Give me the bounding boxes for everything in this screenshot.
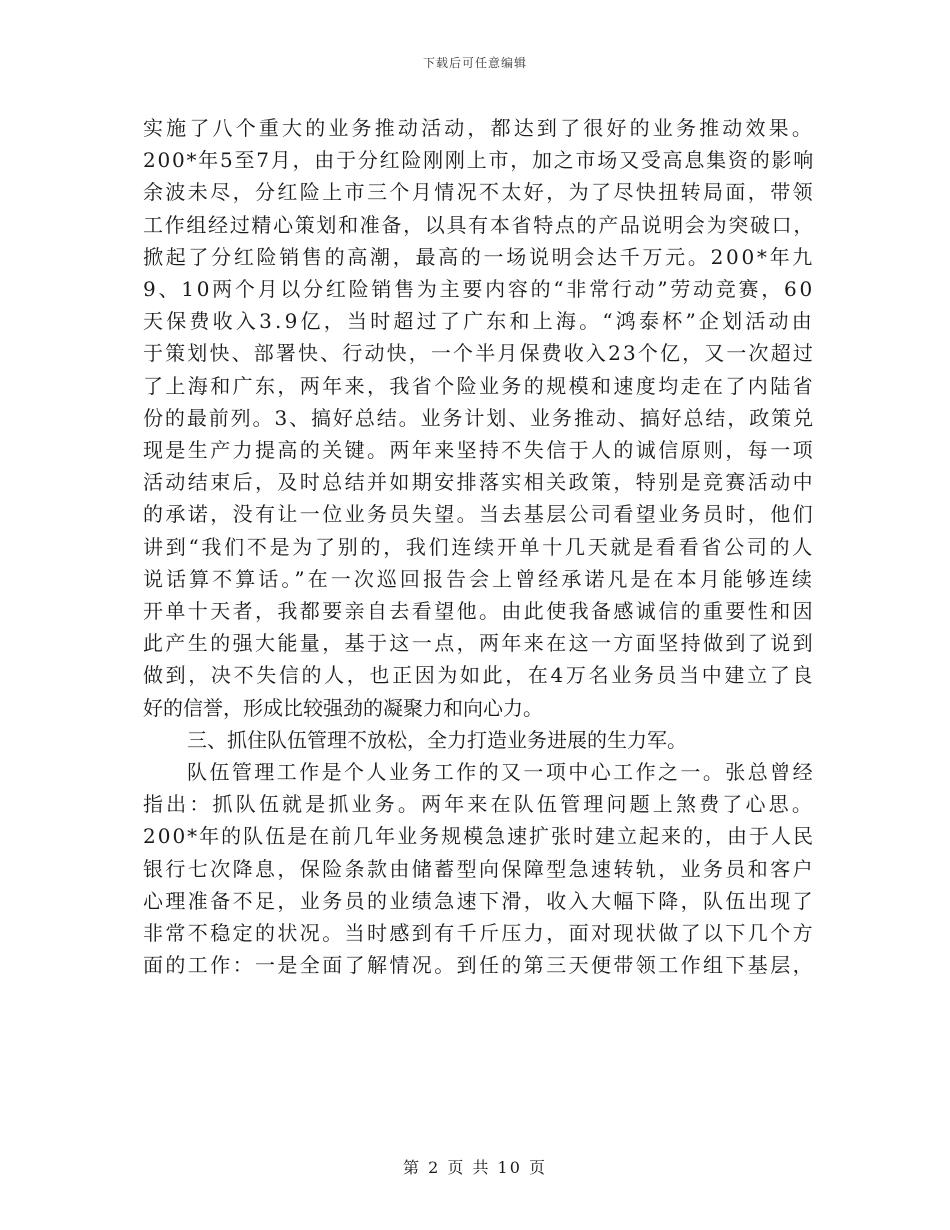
section-heading: 三、抓住队伍管理不放松，全力打造业务进展的生力军。 — [187, 727, 687, 752]
page-footer: 第 2 页 共 10 页 — [403, 1158, 547, 1177]
text-line: 了上海和广东，两年来，我省个险业务的规模和速度均走在了内陆省 — [143, 373, 815, 398]
text-line: 好的信誉，形成比较强劲的凝聚力和向心力。 — [143, 695, 543, 720]
text-line: 开单十天者，我都要亲自去看望他。由此使我备感诚信的重要性和因 — [143, 599, 815, 624]
text-line: 做到，决不失信的人，也正因为如此，在4万名业务员当中建立了良 — [143, 663, 815, 688]
text-line: 余波未尽，分红险上市三个月情况不太好，为了尽快扭转局面，带领 — [143, 180, 815, 205]
document-body — [143, 112, 815, 981]
text-line: 200*年5至7月，由于分红险刚刚上市，加之市场又受高息集资的影响 — [143, 148, 815, 173]
text-line: 200*年的队伍是在前几年业务规模急速扩张时建立起来的，由于人民 — [143, 824, 815, 849]
text-line: 份的最前列。3、搞好总结。业务计划、业务推动、搞好总结，政策兑 — [143, 405, 815, 430]
text-line: 现是生产力提高的关键。两年来坚持不失信于人的诚信原则，每一项 — [143, 438, 815, 463]
text-line: 天保费收入3.9亿，当时超过了广东和上海。“鸿泰杯”企划活动由 — [143, 309, 815, 334]
text-line: 面的工作：一是全面了解情况。到任的第三天便带领工作组下基层， — [143, 953, 815, 978]
text-line: 银行七次降息，保险条款由储蓄型向保障型急速转轨，业务员和客户 — [143, 856, 815, 881]
text-line: 9、10两个月以分红险销售为主要内容的“非常行动”劳动竞赛，60 — [143, 277, 815, 302]
text-line: 活动结束后，及时总结并如期安排落实相关政策，特别是竞赛活动中 — [143, 470, 815, 495]
text-line: 掀起了分红险销售的高潮，最高的一场说明会达千万元。200*年九 — [143, 244, 815, 269]
text-line: 队伍管理工作是个人业务工作的又一项中心工作之一。张总曾经 — [187, 760, 815, 785]
text-line: 非常不稳定的状况。当时感到有千斤压力，面对现状做了以下几个方 — [143, 921, 815, 946]
text-line: 说话算不算话。”在一次巡回报告会上曾经承诺凡是在本月能够连续 — [143, 566, 815, 591]
text-line: 此产生的强大能量，基于这一点，两年来在这一方面坚持做到了说到 — [143, 631, 815, 656]
text-line: 的承诺，没有让一位业务员失望。当去基层公司看望业务员时，他们 — [143, 502, 815, 527]
text-line: 指出：抓队伍就是抓业务。两年来在队伍管理问题上煞费了心思。 — [143, 792, 815, 817]
text-line: 心理准备不足，业务员的业绩急速下滑，收入大幅下降，队伍出现了 — [143, 888, 815, 913]
text-line: 实施了八个重大的业务推动活动，都达到了很好的业务推动效果。 — [143, 116, 815, 140]
text-line: 工作组经过精心策划和准备，以具有本省特点的产品说明会为突破口， — [143, 212, 815, 237]
text-line: 于策划快、部署快、行动快，一个半月保费收入23个亿，又一次超过 — [143, 341, 815, 366]
page-header: 下载后可任意编辑 — [422, 56, 527, 70]
text-line: 讲到“我们不是为了别的，我们连续开单十几天就是看看省公司的人 — [143, 534, 815, 559]
